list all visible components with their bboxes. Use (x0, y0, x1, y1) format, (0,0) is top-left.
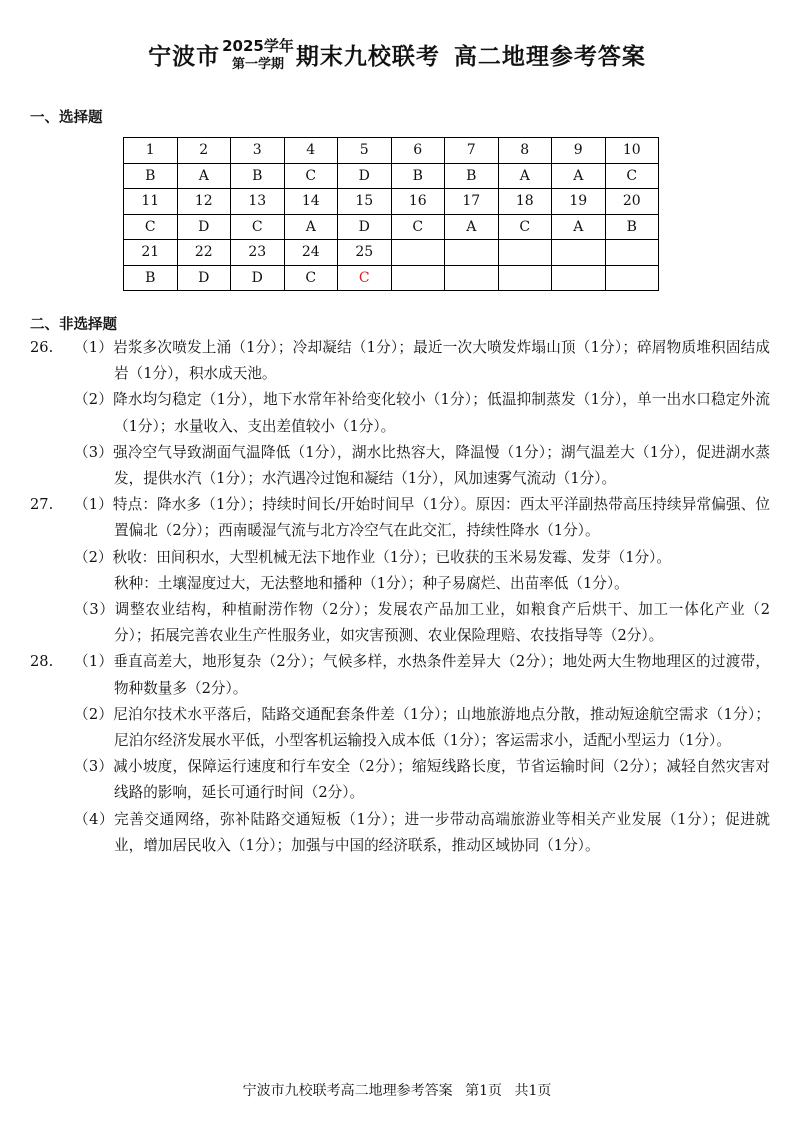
answer-part (74, 492, 770, 544)
question-number-cell (498, 240, 552, 266)
question-number-cell (391, 240, 445, 266)
question-number: 27. (30, 496, 54, 514)
question-number-cell: 11 (124, 189, 178, 215)
part-text: 特点：降水多（1分）；持续时间长/开始时间早（1分）。原因：西太平洋副热带高压持续异常偏强、位置偏北（2分）；西南暖湿气流与北方冷空气在此交汇，持续性降水（1分）。 (112, 496, 770, 540)
part-label: （3） (74, 601, 115, 619)
part-label: （2） (74, 705, 114, 723)
question-answers (30, 335, 770, 859)
answer-part (74, 335, 770, 387)
part-text: 减小坡度，保障运行速度和行车安全（2分）；缩短线路长度，节省运输时间（2分）；减轻自然灾害对线路的影响，延长可通行时间（2分）。 (113, 758, 770, 802)
title-subject: 高二地理参考答案 (453, 44, 646, 70)
part-label: （2） (74, 391, 114, 409)
question-number-cell: 1 (124, 138, 178, 164)
answer-number-row (124, 240, 659, 266)
part-text: 岩浆多次喷发上涌（1分）；冷却凝结（1分）；最近一次大喷发炸塌山顶（1分）；碎屑物质堆积固结成岩（1分），积水成天池。 (113, 339, 770, 383)
answer-cell: C (605, 163, 659, 189)
question-number-cell: 6 (391, 138, 445, 164)
footer-total: 共1页 (514, 1083, 552, 1099)
answer-part (74, 649, 770, 701)
part-label: （1） (74, 496, 113, 514)
question-number-cell: 4 (284, 138, 338, 164)
question-item (30, 492, 770, 649)
part-label: （3） (74, 758, 114, 776)
answer-number-row (124, 189, 659, 215)
footer-page: 第1页 (465, 1083, 502, 1099)
question-number-cell: 19 (552, 189, 606, 215)
section-choice-heading: 一、选择题 (30, 110, 103, 126)
question-number-cell: 8 (498, 138, 552, 164)
question-number-cell (552, 240, 606, 266)
answer-cell: D (338, 163, 392, 189)
answer-cell: D (177, 214, 231, 240)
question-number-cell: 13 (231, 189, 285, 215)
title-term (222, 36, 294, 72)
answer-part (74, 440, 770, 492)
answer-cell (498, 265, 552, 291)
answer-cell: B (391, 163, 445, 189)
title-city: 宁波市 (148, 44, 221, 70)
question-number-cell: 21 (124, 240, 178, 266)
part-text: 垂直高差大，地形复杂（2分）；气候多样，水热条件差异大（2分）；地处两大生物地理区的过渡带，物种数量多（2分）。 (113, 653, 770, 697)
question-number-cell: 16 (391, 189, 445, 215)
question-number-cell: 5 (338, 138, 392, 164)
answer-cell: D (231, 265, 285, 291)
question-number-cell (445, 240, 499, 266)
question-number: 28. (30, 653, 54, 671)
answer-cell (445, 265, 499, 291)
part-text: 完善交通网络，弥补陆路交通短板（1分）；进一步带动高端旅游业等相关产业发展（1分）；促进就业，增加居民收入（1分）；加强与中国的经济联系，推动区域协同（1分）。 (114, 810, 770, 854)
title-year: 2025学年 (222, 36, 294, 55)
answer-cell (391, 265, 445, 291)
answer-cell: A (445, 214, 499, 240)
question-number-cell: 12 (177, 189, 231, 215)
answer-cell: C (391, 214, 445, 240)
answer-cell: C (284, 163, 338, 189)
answer-cell: A (552, 214, 606, 240)
answer-part (74, 545, 770, 571)
title-semester: 第一学期 (231, 56, 284, 72)
answer-cell: A (177, 163, 231, 189)
answer-cell: A (498, 163, 552, 189)
question-number-cell: 25 (338, 240, 392, 266)
question-number: 26. (30, 339, 54, 356)
answer-cell: C (498, 214, 552, 240)
question-number-cell: 20 (605, 189, 659, 215)
question-number-cell: 22 (177, 240, 231, 266)
part-continuation: 秋种：土壤湿度过大，无法整地和播种（1分）；种子易腐烂、出苗率低（1分）。 (114, 574, 629, 592)
answer-table (123, 137, 659, 291)
answer-cell: D (338, 214, 392, 240)
part-text: 秋收：田间积水，大型机械无法下地作业（1分）；已收获的玉米易发霉、发芽（1分）。 (112, 548, 672, 566)
part-text: 调整农业结构，种植耐涝作物（2分）；发展农产品加工业，如粮食产后烘干、加工一体化产业（2分）；拓展完善农业生产性服务业，如灾害预测、农业保险理赔、农技指导等（2分）。 (114, 601, 770, 645)
question-number-cell: 10 (605, 138, 659, 164)
part-text: 尼泊尔技术水平落后，陆路交通配套条件差（1分）；山地旅游地点分散，推动短途航空需求（1分）；尼泊尔经济发展水平低，小型客机运输投入成本低（1分）；客运需求小，适配小型运力（1分）。 (113, 705, 770, 750)
answer-letter-row (124, 163, 659, 189)
answer-letter-row (124, 214, 659, 240)
part-label: （1） (74, 653, 114, 671)
answer-cell (552, 265, 606, 291)
answer-cell: C (284, 265, 338, 291)
answer-cell: B (605, 214, 659, 240)
answer-cell: C (124, 214, 178, 240)
answer-number-row (124, 138, 659, 164)
answer-part (74, 754, 770, 806)
answer-cell: B (124, 265, 178, 291)
answer-part (74, 597, 770, 649)
answer-cell: C (338, 265, 392, 291)
page-title (0, 38, 794, 71)
question-number-cell: 17 (445, 189, 499, 215)
page-footer (0, 1080, 794, 1100)
question-number-cell: 2 (177, 138, 231, 164)
question-number-cell: 14 (284, 189, 338, 215)
part-label: （3） (74, 443, 114, 461)
question-item (30, 335, 770, 492)
question-number-cell: 9 (552, 138, 606, 164)
answer-part (74, 387, 770, 439)
answer-cell: B (445, 163, 499, 189)
answer-part (74, 702, 770, 754)
title-exam: 期末九校联考 (295, 44, 440, 70)
part-label: （1） (74, 339, 114, 356)
footer-title: 宁波市九校联考高二地理参考答案 (242, 1083, 453, 1099)
question-number-cell: 24 (284, 240, 338, 266)
answer-cell: A (552, 163, 606, 189)
question-number-cell: 3 (231, 138, 285, 164)
answer-cell: B (124, 163, 178, 189)
question-number-cell (605, 240, 659, 266)
answer-cell: A (284, 214, 338, 240)
question-number-cell: 15 (338, 189, 392, 215)
question-number-cell: 7 (445, 138, 499, 164)
answer-letter-row (124, 265, 659, 291)
question-number-cell: 18 (498, 189, 552, 215)
question-item (30, 649, 770, 859)
answer-cell: B (231, 163, 285, 189)
part-text: 降水均匀稳定（1分），地下水常年补给变化较小（1分）；低温抑制蒸发（1分），单一出水口稳定外流（1分）；水量收入、支出差值较小（1分）。 (113, 391, 770, 435)
part-text: 强冷空气导致湖面气温降低（1分），湖水比热容大，降温慢（1分）；湖气温差大（1分），促进湖水蒸发，提供水汽（1分）；水汽遇冷过饱和凝结（1分），风加速雾气流动（1分）。 (113, 443, 770, 488)
part-label: （4） (74, 810, 115, 828)
question-number-cell: 23 (231, 240, 285, 266)
answer-cell: C (231, 214, 285, 240)
answer-cell: D (177, 265, 231, 291)
part-label: （2） (74, 548, 113, 566)
section-nonchoice-heading: 二、非选择题 (30, 317, 117, 333)
answer-part (74, 807, 770, 859)
answer-cell (605, 265, 659, 291)
